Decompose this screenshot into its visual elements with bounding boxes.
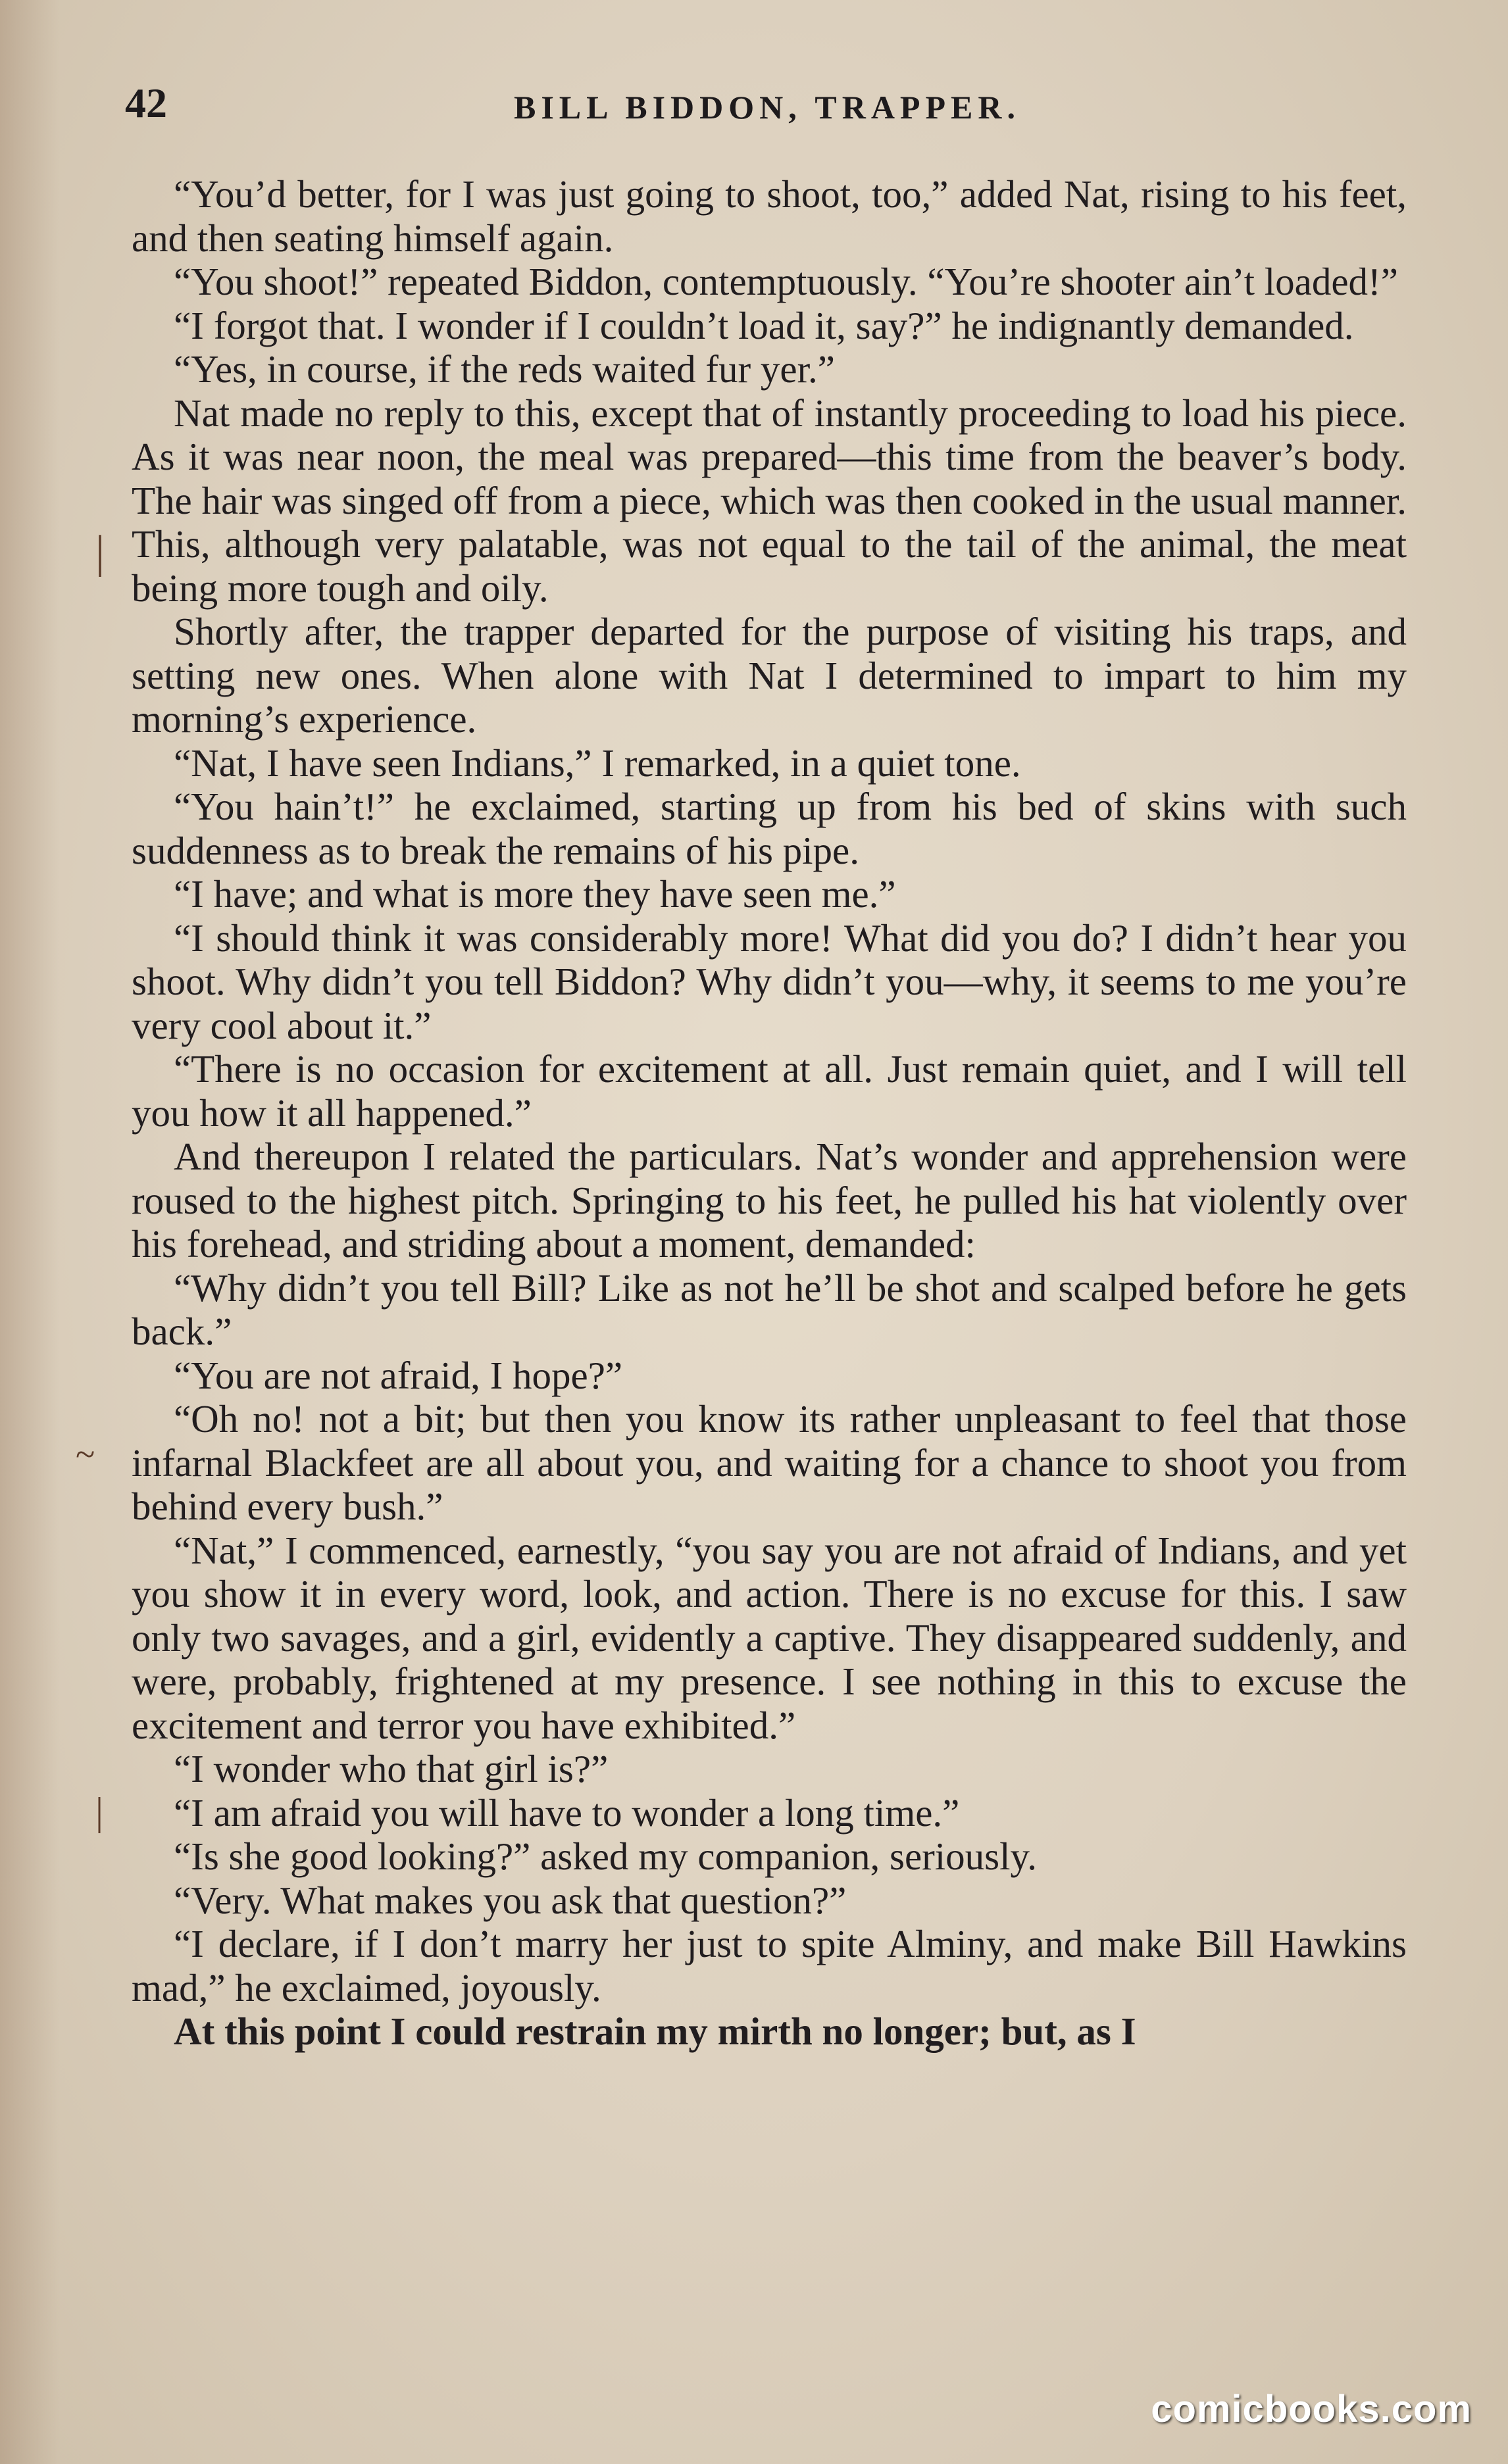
paragraph: “I declare, if I don’t marry her just to spite Alminy, and make Bill Hawkins mad,” he exclaimed, joyously. [132, 1922, 1407, 2009]
margin-mark-icon: | [95, 527, 105, 578]
paragraph: “I wonder who that girl is?” [174, 1747, 609, 1790]
paragraph: “Why didn’t you tell Bill? Like as not he’ll be shot and scalped before he gets back.” [132, 1266, 1407, 1353]
page-header [125, 79, 1409, 151]
paragraph: “Oh no! not a bit; but then you know its rather unpleasant to feel that those infarnal Blackfeet are all about you, and waiting for a chance to shoot you from behind every bush.” [132, 1397, 1407, 1528]
paragraph: “I have; and what is more they have seen me.” [174, 872, 896, 916]
paragraph: At this point I could restrain my mirth no longer; but, as I [174, 2009, 1136, 2053]
page-number: 42 [125, 80, 167, 126]
paragraph: “You’d better, for I was just going to shoot, too,” added Nat, rising to his feet, and then seating himself again. [132, 172, 1407, 260]
paragraph: “Yes, in course, if the reds waited fur yer.” [174, 347, 835, 391]
paragraph: And thereupon I related the particulars. Nat’s wonder and apprehension were roused to the highest pitch. Springing to his feet, he pulled his hat violently over his forehead, and striding about a moment, demanded: [132, 1135, 1407, 1266]
paragraph: “Is she good looking?” asked my companion, seriously. [174, 1835, 1037, 1878]
paragraph: “Nat,” I commenced, earnestly, “you say you are not afraid of Indians, and yet you show it in every word, look, and action. There is no excuse for this. I saw only two savages, and a girl, evidently a captive. They disappeared suddenly, and were, probably, frightened at my presence. I see nothing in this to excuse the excitement and terror you have exhibited.” [132, 1528, 1407, 1747]
paragraph: “Very. What makes you ask that question?” [174, 1878, 847, 1922]
paragraph: “I am afraid you will have to wonder a long time.” [174, 1790, 960, 1835]
running-title: BILL BIDDON, TRAPPER. [514, 89, 1020, 126]
margin-mark-icon: | [95, 1790, 104, 1833]
paragraph: “There is no occasion for excitement at all. Just remain quiet, and I will tell you how it all happened.” [132, 1047, 1407, 1135]
page-edge-shadow [0, 0, 59, 2464]
paragraph: “You shoot!” repeated Biddon, contemptuously. “You’re shooter ain’t loaded!” [174, 260, 1398, 303]
body-text [132, 172, 1407, 2054]
margin-mark-icon: ~ [76, 1435, 95, 1474]
paragraph: “Nat, I have seen Indians,” I remarked, in a quiet tone. [174, 741, 1021, 785]
paragraph: Nat made no reply to this, except that of instantly proceeding to load his piece. As it was near noon, the meal was prepared—this time from the beaver’s body. The hair was singed off from a piece, which was then cooked in the usual manner. This, although very palatable, was not equal to the tail of the animal, the meat being more tough and oily. [132, 391, 1407, 610]
paragraph: Shortly after, the trapper departed for the purpose of visiting his traps, and setting new ones. When alone with Nat I determined to impart to him my morning’s experience. [132, 610, 1407, 741]
paragraph: “You are not afraid, I hope?” [174, 1353, 623, 1397]
paragraph: “You hain’t!” he exclaimed, starting up from his bed of skins with such suddenness as to break the remains of his pipe. [132, 785, 1407, 872]
paragraph: “I should think it was considerably more! What did you do? I didn’t hear you shoot. Why didn’t you tell Biddon? Why didn’t you—why, it seems to me you’re very cool about it.” [132, 916, 1407, 1047]
watermark: comicbooks.com [1151, 2388, 1472, 2430]
paragraph: “I forgot that. I wonder if I couldn’t load it, say?” he indignantly demanded. [174, 303, 1354, 347]
